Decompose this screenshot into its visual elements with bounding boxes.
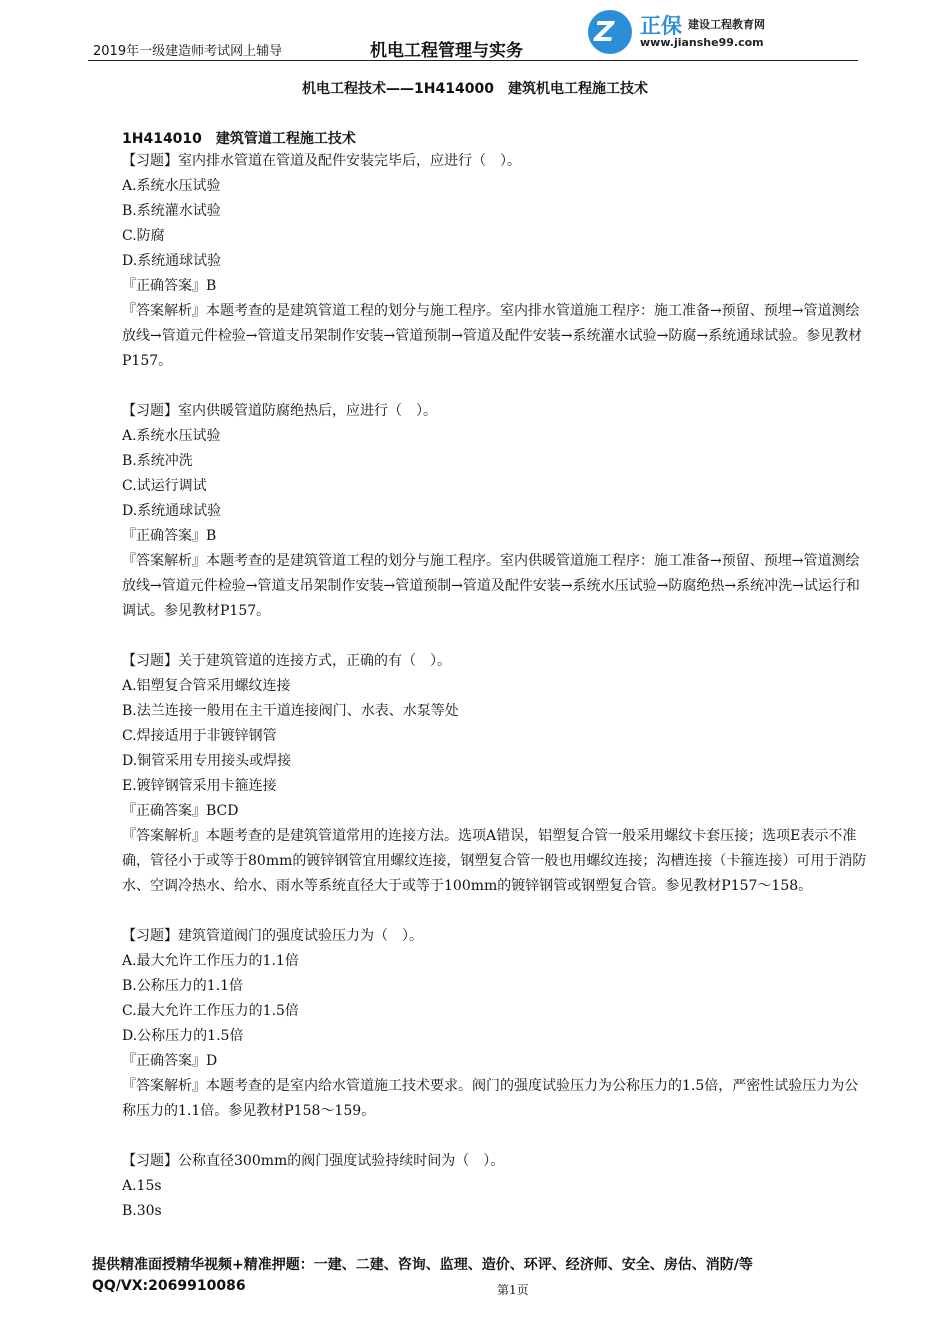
question-option: B.系统冲洗 (122, 453, 193, 469)
section-title: 1H414010 建筑管道工程施工技术 (122, 131, 356, 147)
correct-answer: 『正确答案』B (122, 528, 217, 544)
question-option: C.试运行调试 (122, 478, 207, 494)
question-option: D.系统通球试验 (122, 253, 222, 269)
question-option: E.镀锌钢管采用卡箍连接 (122, 778, 277, 794)
answer-analysis: 『答案解析』本题考查的是建筑管道工程的划分与施工程序。室内排水管道施工程序：施工准备→预留、预埋→管道测绘放线→管道元件检验→管道支吊架制作安装→管道预制→管道及配件安装→系统灌水试验→防腐→系统通球试验。参见教材P157。 (122, 303, 863, 369)
logo-mark-icon: Z (588, 10, 632, 54)
question-option: C.最大允许工作压力的1.5倍 (122, 1003, 299, 1019)
question-block (122, 924, 867, 1124)
correct-answer: 『正确答案』BCD (122, 803, 239, 819)
question-stem: 【习题】关于建筑管道的连接方式，正确的有（ ）。 (122, 653, 451, 669)
correct-answer: 『正确答案』B (122, 278, 217, 294)
page-number: 第1页 (497, 1283, 529, 1297)
question-option: C.防腐 (122, 228, 165, 244)
question-option: B.系统灌水试验 (122, 203, 221, 219)
answer-analysis: 『答案解析』本题考查的是建筑管道工程的划分与施工程序。室内供暖管道施工程序：施工准备→预留、预埋→管道测绘放线→管道元件检验→管道支吊架制作安装→管道预制→管道及配件安装→系统水压试验→防腐绝热→系统冲洗→试运行和调试。参见教材P157。 (122, 553, 860, 619)
question-list (122, 149, 867, 1249)
answer-analysis: 『答案解析』本题考查的是室内给水管道施工技术要求。阀门的强度试验压力为公称压力的1.5倍，严密性试验压力为公称压力的1.1倍。参见教材P158～159。 (122, 1078, 859, 1119)
question-option: A.铝塑复合管采用螺纹连接 (122, 678, 291, 694)
question-option: B.30s (122, 1203, 162, 1219)
question-option: A.系统水压试验 (122, 178, 221, 194)
question-option: D.系统通球试验 (122, 503, 222, 519)
logo-subtitle: 建设工程教育网 (688, 18, 765, 31)
question-option: C.焊接适用于非镀锌钢管 (122, 728, 277, 744)
question-option: B.法兰连接一般用在主干道连接阀门、水表、水泵等处 (122, 703, 459, 719)
footer-promo: 提供精准面授精华视频+精准押题：一建、二建、咨询、监理、造价、环评、经济师、安全、房估、消防/等 (92, 1257, 753, 1273)
question-stem: 【习题】室内供暖管道防腐绝热后，应进行（ ）。 (122, 403, 437, 419)
question-block (122, 149, 867, 374)
document-title: 机电工程技术——1H414000 建筑机电工程施工技术 (302, 81, 648, 97)
answer-analysis: 『答案解析』本题考查的是建筑管道常用的连接方法。选项A错误，铝塑复合管一般采用螺纹卡套压接；选项E表示不准确，管径小于或等于80mm的镀锌钢管宜用螺纹连接，钢塑复合管一般也用螺纹连接；沟槽连接（卡箍连接）可用于消防水、空调冷热水、给水、雨水等系统直径大于或等于100mm的镀锌钢管或钢塑复合管。参见教材P157～158。 (122, 828, 867, 894)
logo-brand-text: 正保 (640, 14, 682, 38)
brand-logo (588, 8, 788, 56)
header-divider (88, 60, 858, 61)
correct-answer: 『正确答案』D (122, 1053, 218, 1069)
question-stem: 【习题】公称直径300mm的阀门强度试验持续时间为（ ）。 (122, 1153, 505, 1169)
question-option: D.公称压力的1.5倍 (122, 1028, 244, 1044)
header-exam-title: 2019年一级建造师考试网上辅导 (93, 44, 283, 59)
question-block (122, 399, 867, 624)
header-subject-title: 机电工程管理与实务 (370, 41, 523, 61)
question-option: A.系统水压试验 (122, 428, 221, 444)
question-option: A.15s (122, 1178, 162, 1194)
question-option: B.公称压力的1.1倍 (122, 978, 244, 994)
question-option: D.铜管采用专用接头或焊接 (122, 753, 292, 769)
question-stem: 【习题】室内排水管道在管道及配件安装完毕后，应进行（ ）。 (122, 153, 521, 169)
footer-contact: QQ/VX:2069910086 (92, 1278, 246, 1294)
logo-url: www.jianshe99.com (640, 36, 764, 49)
question-option: A.最大允许工作压力的1.1倍 (122, 953, 299, 969)
question-block (122, 649, 867, 899)
question-stem: 【习题】建筑管道阀门的强度试验压力为（ ）。 (122, 928, 423, 944)
question-block (122, 1149, 867, 1224)
